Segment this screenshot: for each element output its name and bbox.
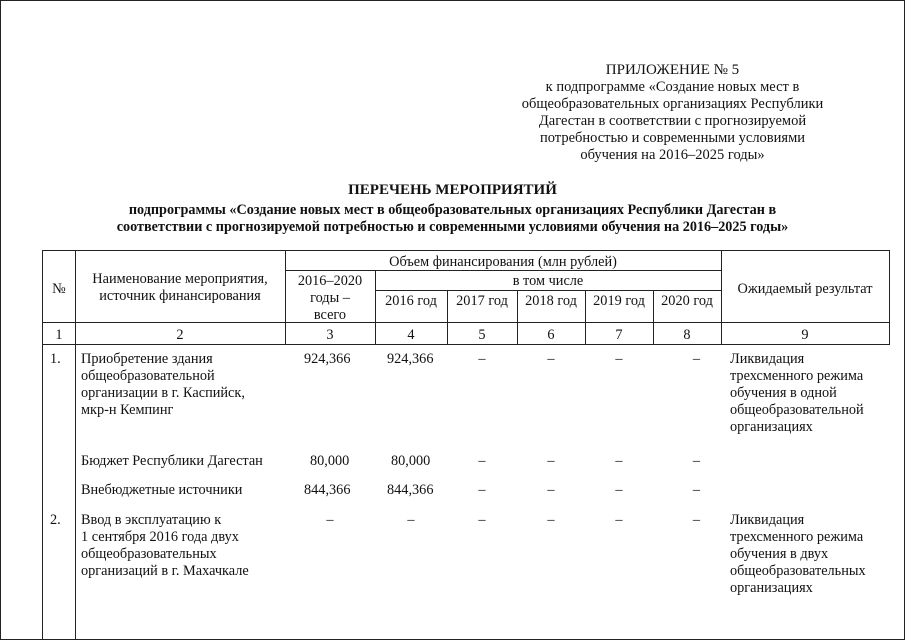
table-rule-vertical [889, 250, 890, 344]
header-total-line: годы – [310, 290, 350, 306]
row-result-line: организациях [730, 580, 813, 596]
header-including: в том числе [512, 273, 584, 289]
row-2017: – [478, 351, 486, 367]
row-2016: 844,366 [387, 482, 434, 498]
row-result-line: трехсменного режима [730, 368, 864, 384]
header-year-2018: 2018 год [525, 293, 577, 309]
row-name-line: организации в г. Каспийск, [81, 385, 245, 401]
row-name-line: Ввод в эксплуатацию к [81, 512, 222, 528]
row-2016: 924,366 [387, 351, 434, 367]
appendix-line: потребностью и современными условиями [539, 130, 806, 146]
row-2017: – [478, 453, 486, 469]
row-2018: – [547, 453, 555, 469]
row-total: 924,366 [304, 351, 351, 367]
subtitle-line: соответствии с прогнозируемой потребностью и современными условиями обучения на 2016–2025 годы» [116, 219, 789, 235]
column-number: 7 [615, 327, 623, 343]
header-name-line: Наименование мероприятия, [92, 271, 268, 287]
row-name-line: организаций в г. Махачкале [81, 563, 249, 579]
row-result-line: общеобразовательной [730, 402, 864, 418]
row-2020: – [692, 512, 700, 528]
column-number: 6 [547, 327, 555, 343]
row-2018: – [547, 482, 555, 498]
row-name [81, 351, 286, 419]
row-result-line: Ликвидация [730, 512, 805, 528]
row-result [730, 351, 890, 436]
table-rule-vertical [75, 250, 76, 640]
row-2019: – [615, 351, 623, 367]
column-number: 8 [683, 327, 691, 343]
header-year-2019: 2019 год [593, 293, 645, 309]
row-result-line: обучения в двух [730, 546, 829, 562]
row-result-line: общеобразовательных [730, 563, 866, 579]
appendix-line: общеобразовательных организациях Республики [521, 96, 824, 112]
row-result-line: обучения в одной [730, 385, 837, 401]
row-name-line: общеобразовательной [81, 368, 215, 384]
table-rule-horizontal [42, 344, 890, 345]
row-name: Бюджет Республики Дагестан [81, 453, 263, 469]
appendix-block [500, 62, 845, 164]
document-subtitle [20, 202, 885, 236]
row-2020: – [692, 482, 700, 498]
row-number: 1. [50, 351, 61, 367]
row-2016: – [407, 512, 415, 528]
header-total-line: 2016–2020 [297, 273, 363, 289]
header-name-line: источник финансирования [99, 288, 261, 304]
appendix-line: обучения на 2016–2025 годы» [580, 147, 765, 163]
row-2019: – [615, 512, 623, 528]
row-name-line: мкр-н Кемпинг [81, 402, 174, 418]
header-total-line: всего [313, 307, 347, 323]
appendix-line: к подпрограмме «Создание новых мест в [545, 79, 800, 95]
row-2019: – [615, 482, 623, 498]
row-name-line: общеобразовательных [81, 546, 217, 562]
document-title: ПЕРЕЧЕНЬ МЕРОПРИЯТИЙ [348, 182, 557, 198]
column-number: 5 [478, 327, 486, 343]
row-name-line: Приобретение здания [81, 351, 213, 367]
column-number: 9 [801, 327, 809, 343]
header-result: Ожидаемый результат [737, 281, 873, 297]
header-year-2020: 2020 год [661, 293, 713, 309]
table-rule-horizontal [42, 322, 890, 323]
column-number: 2 [176, 327, 184, 343]
row-result-line: организациях [730, 419, 813, 435]
row-2018: – [547, 512, 555, 528]
row-result-line: Ликвидация [730, 351, 805, 367]
row-2017: – [478, 482, 486, 498]
column-number: 1 [55, 327, 63, 343]
row-result-line: трехсменного режима [730, 529, 864, 545]
row-2019: – [615, 453, 623, 469]
appendix-line: Дагестан в соответствии с прогнозируемой [538, 113, 807, 129]
row-name: Внебюджетные источники [81, 482, 243, 498]
row-number: 2. [50, 512, 61, 528]
header-year-2017: 2017 год [456, 293, 508, 309]
table-rule-horizontal [42, 250, 890, 251]
row-name-line: 1 сентября 2016 года двух [81, 529, 239, 545]
header-total [286, 273, 374, 324]
header-funding: Объем финансирования (млн рублей) [389, 254, 617, 270]
row-total: – [326, 512, 334, 528]
row-total: 844,366 [304, 482, 351, 498]
row-2017: – [478, 512, 486, 528]
header-name [76, 271, 284, 305]
column-number: 4 [407, 327, 415, 343]
appendix-heading: ПРИЛОЖЕНИЕ № 5 [605, 62, 740, 78]
row-total: 80,000 [310, 453, 350, 469]
row-2016: 80,000 [391, 453, 431, 469]
header-year-2016: 2016 год [385, 293, 437, 309]
row-2020: – [692, 351, 700, 367]
table-rule-vertical [42, 250, 43, 640]
row-result [730, 512, 890, 597]
table-rule-horizontal [375, 290, 722, 291]
subtitle-line: подпрограммы «Создание новых мест в общеобразовательных организациях Республики Дагестан в [128, 202, 777, 218]
row-2018: – [547, 351, 555, 367]
header-num: № [52, 281, 66, 297]
row-2020: – [692, 453, 700, 469]
column-number: 3 [326, 327, 334, 343]
row-name [81, 512, 286, 580]
